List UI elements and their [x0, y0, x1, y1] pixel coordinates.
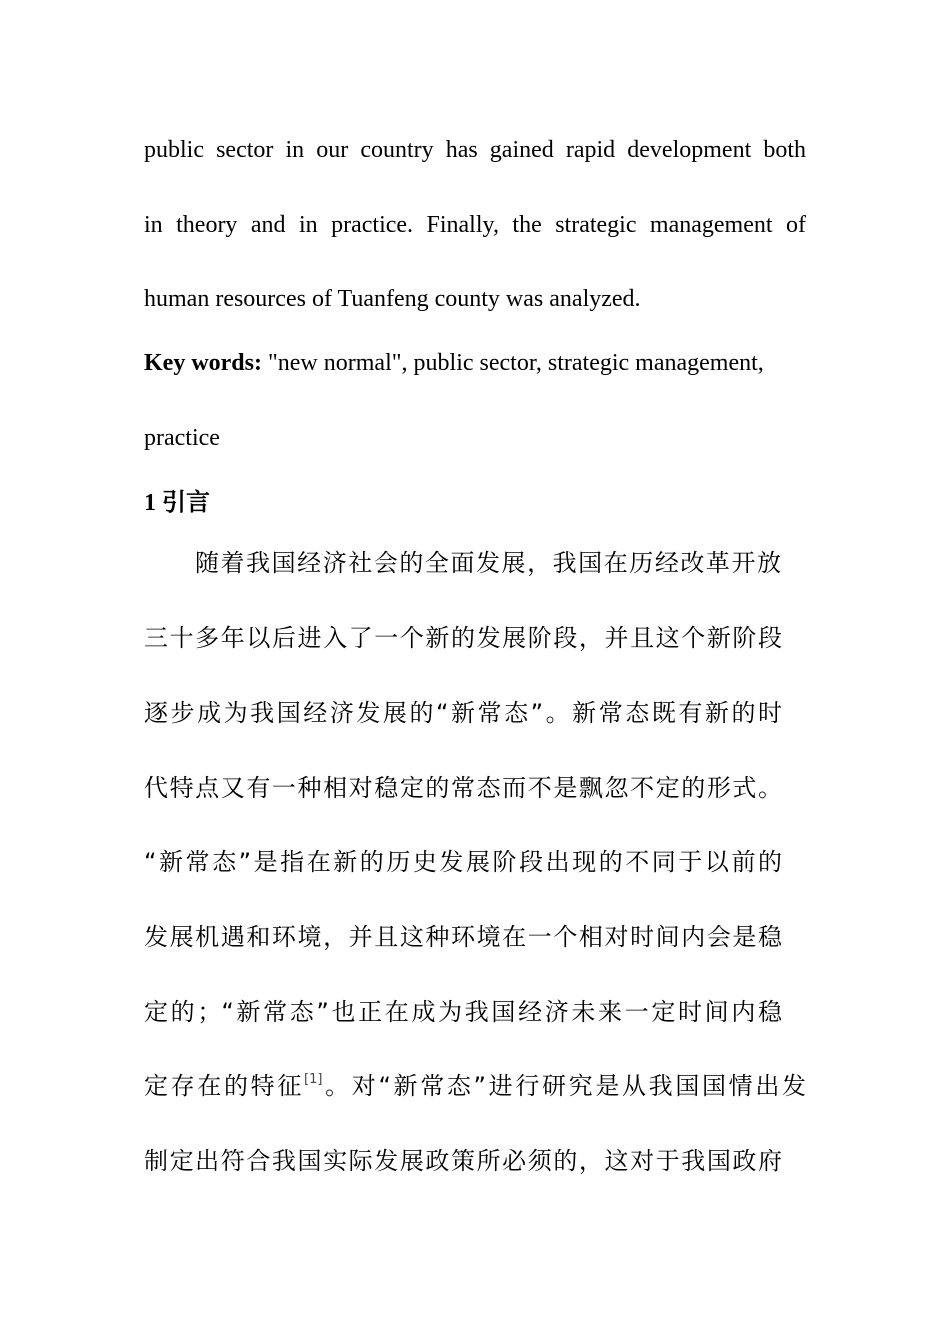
- section-title: 引言: [162, 488, 210, 516]
- body-line-5: “新常态”是指在新的历史发展阶段出现的不同于以前的: [144, 848, 782, 876]
- body-line-6: 发展机遇和环境，并且这种环境在一个相对时间内会是稳: [144, 923, 782, 951]
- body-line-1: 随着我国经济社会的全面发展，我国在历经改革开放: [195, 549, 781, 577]
- citation-marker: [1]: [304, 1072, 323, 1087]
- section-heading: [144, 487, 210, 518]
- keywords-line-1: [144, 348, 764, 378]
- body-line-2: 三十多年以后进入了一个新的发展阶段，并且这个新阶段: [144, 624, 782, 652]
- abstract-line-2: in theory and in practice. Finally, the strategic management of: [144, 212, 806, 238]
- body-line-9: 制定出符合我国实际发展政策所必须的，这对于我国政府: [144, 1147, 782, 1175]
- body-line-8-part-1: 定存在的特征: [144, 1072, 305, 1100]
- body-line-4: 代特点又有一种相对稳定的常态而不是飘忽不定的形式。: [144, 774, 782, 802]
- body-line-7: 定的；“新常态”也正在成为我国经济未来一定时间内稳: [144, 998, 782, 1026]
- keywords-text-1: "new normal", public sector, strategic management,: [261, 350, 764, 376]
- keywords-line-2: practice: [144, 425, 220, 451]
- keywords-label: Key words:: [144, 350, 262, 376]
- abstract-line-1: public sector in our country has gained rapid development both: [144, 137, 806, 163]
- body-line-3: 逐步成为我国经济发展的“新常态”。新常态既有新的时: [144, 699, 782, 727]
- body-line-8-part-2: 。对“新常态”进行研究是从我国国情出发: [322, 1072, 806, 1100]
- body-line-8: [144, 1071, 806, 1101]
- abstract-line-3: human resources of Tuanfeng county was analyzed.: [144, 286, 641, 312]
- section-number: 1: [144, 490, 156, 516]
